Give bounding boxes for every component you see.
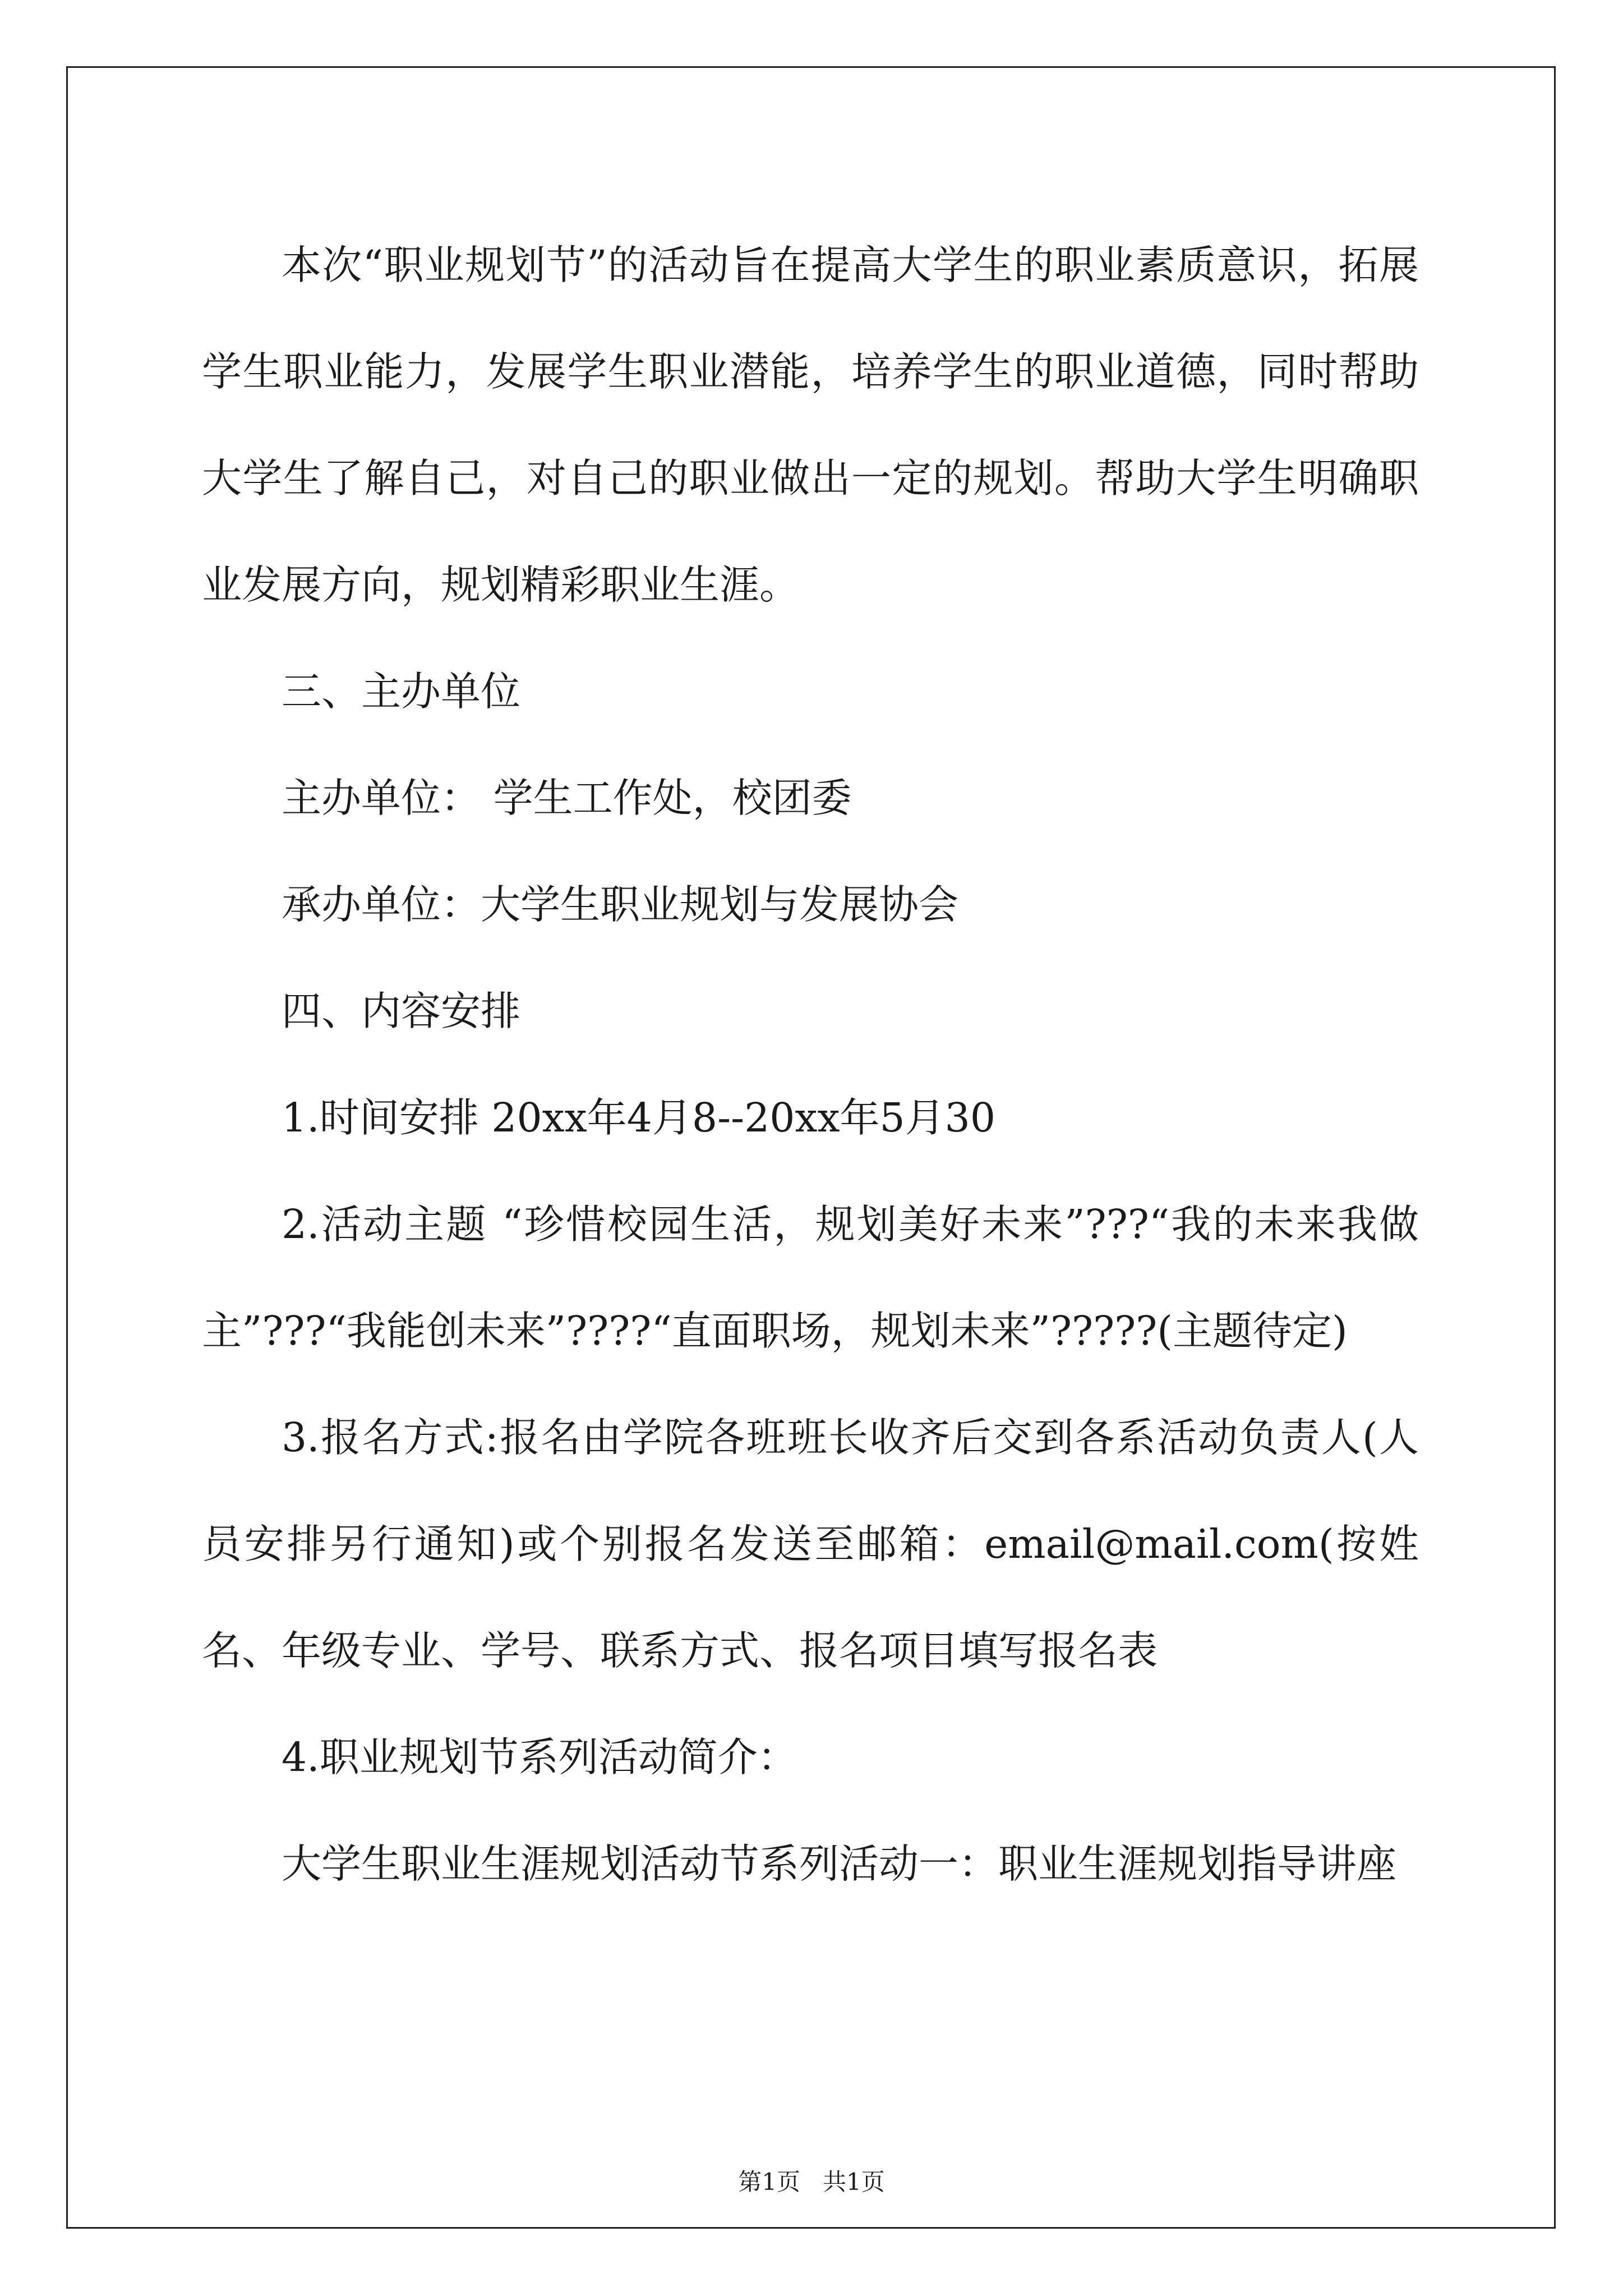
page-footer xyxy=(0,2165,1623,2199)
paragraph-co-host: 承办单位：大学生职业规划与发展协会 xyxy=(282,881,959,928)
document-body xyxy=(202,212,1419,1917)
page-number: 第1页 xyxy=(738,2168,800,2196)
paragraph-activity-one: 大学生职业生涯规划活动节系列活动一：职业生涯规划指导讲座 xyxy=(282,1841,1397,1887)
paragraph-registration: 3.报名方式:报名由学院各班班长收齐后交到各系活动负责人(人员安排另行通知)或个别报名发送至邮箱：email@mail.com(按姓名、年级专业、学号、联系方式、报名项目填写报名表 xyxy=(202,1414,1419,1674)
paragraph-activities-intro: 4.职业规划节系列活动简介： xyxy=(282,1734,797,1780)
paragraph-schedule: 1.时间安排 20xx年4月8--20xx年5月30 xyxy=(282,1094,996,1141)
heading-content: 四、内容安排 xyxy=(282,988,521,1034)
paragraph-intro: 本次“职业规划节”的活动旨在提高大学生的职业素质意识，拓展学生职业能力，发展学生职业潜能，培养学生的职业道德，同时帮助大学生了解自己，对自己的职业做出一定的规划。帮助大学生明确职业发展方向，规划精彩职业生涯。 xyxy=(202,242,1419,608)
page-total: 共1页 xyxy=(823,2168,885,2196)
heading-organizer: 三、主办单位 xyxy=(282,668,521,715)
paragraph-host: 主办单位： 学生工作处，校团委 xyxy=(282,775,852,821)
paragraph-theme: 2.活动主题 “珍惜校园生活，规划美好未来”???“我的未来我做主”???“我能创未来”????“直面职场，规划未来”?????(主题待定) xyxy=(202,1201,1419,1354)
